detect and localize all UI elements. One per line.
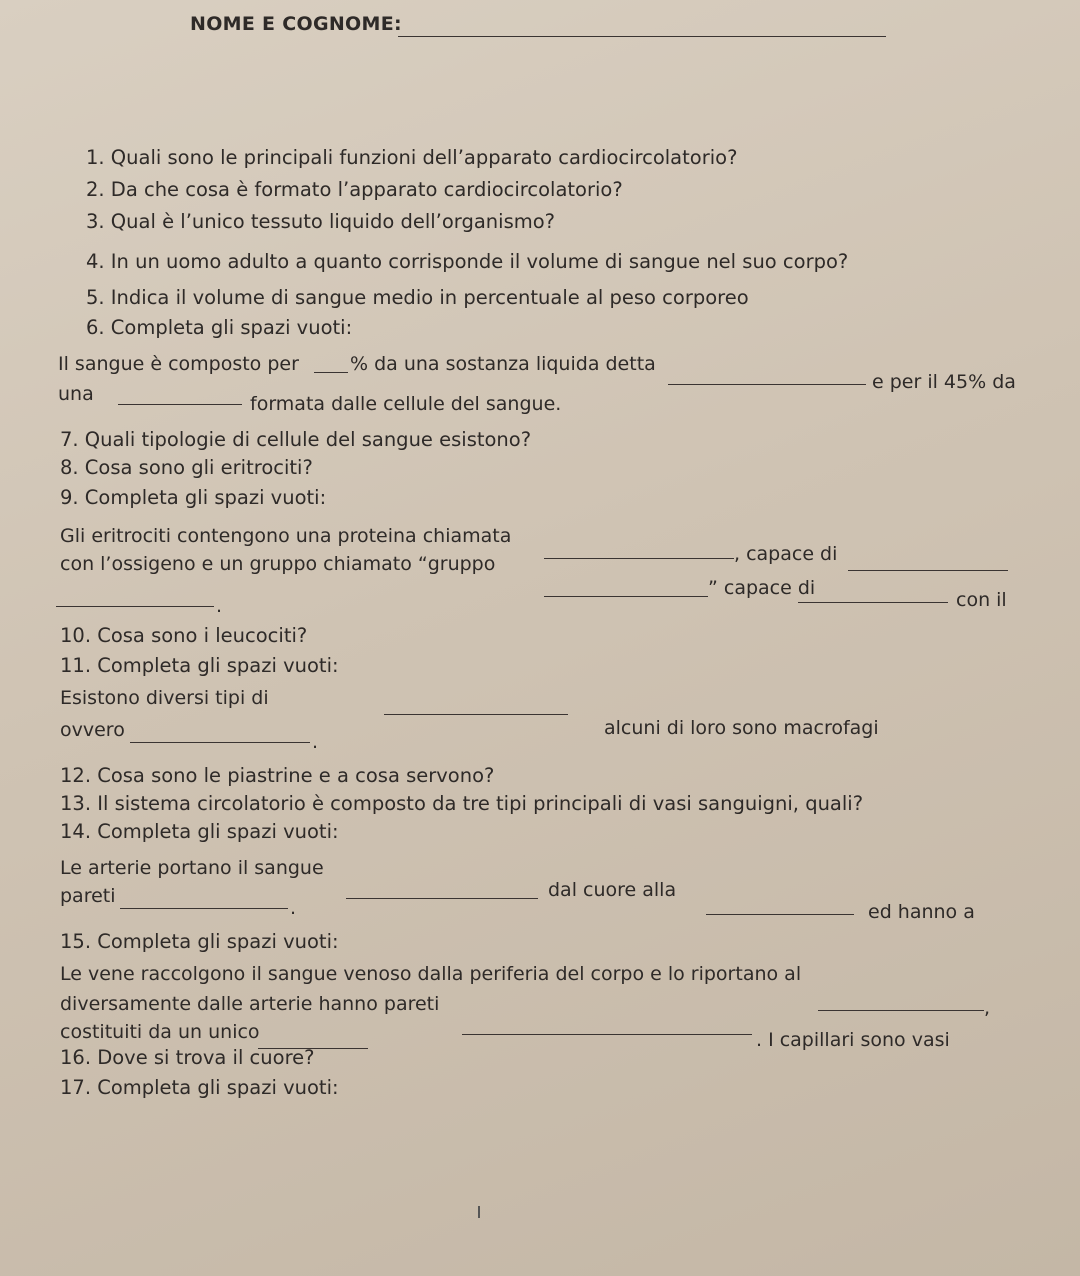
fill15-text-d: costituiti da un unico	[60, 1021, 260, 1043]
fill11-text-d: .	[312, 731, 319, 753]
fill14-blank-3[interactable]	[120, 908, 288, 909]
question-17: 17. Completa gli spazi vuoti:	[60, 1076, 339, 1099]
fill14-text-d: pareti	[60, 885, 116, 907]
question-15: 15. Completa gli spazi vuoti:	[60, 930, 339, 953]
fill15-text-a: Le vene raccolgono il sangue venoso dalla periferia del corpo e lo riportano al	[60, 963, 802, 985]
fill15-blank-1[interactable]	[818, 1010, 984, 1011]
name-label: NOME E COGNOME:	[190, 13, 402, 35]
fill14-text-b: dal cuore alla	[548, 879, 677, 901]
fill14-text-a: Le arterie portano il sangue	[60, 857, 324, 879]
question-1: 1. Quali sono le principali funzioni dell’apparato cardiocircolatorio?	[86, 146, 738, 169]
question-12: 12. Cosa sono le piastrine e a cosa servono?	[60, 764, 495, 787]
question-5: 5. Indica il volume di sangue medio in percentuale al peso corporeo	[86, 286, 749, 309]
fill11-text-c: ovvero	[60, 719, 125, 741]
fill6-blank-3[interactable]	[118, 404, 242, 405]
question-7: 7. Quali tipologie di cellule del sangue esistono?	[60, 428, 532, 451]
question-10: 10. Cosa sono i leucociti?	[60, 624, 308, 647]
fill9-text-d: ” capace di	[708, 577, 816, 599]
pencil-mark	[478, 1206, 480, 1218]
question-14: 14. Completa gli spazi vuoti:	[60, 820, 339, 843]
question-9: 9. Completa gli spazi vuoti:	[60, 486, 327, 509]
fill14-text-c: ed hanno a	[868, 901, 975, 923]
question-16: 16. Dove si trova il cuore?	[60, 1046, 315, 1069]
question-3: 3. Qual è l’unico tessuto liquido dell’organismo?	[86, 210, 556, 233]
fill9-text-c: con l’ossigeno e un gruppo chiamato “gruppo	[60, 553, 496, 575]
fill14-text-e: .	[290, 897, 297, 919]
fill6-text-b: % da una sostanza liquida detta	[350, 353, 656, 375]
fill6-blank-2[interactable]	[668, 384, 866, 385]
fill11-text-b: alcuni di loro sono macrofagi	[604, 717, 879, 739]
fill11-blank-2[interactable]	[130, 742, 310, 743]
fill6-blank-1[interactable]	[314, 372, 348, 373]
fill9-blank-5[interactable]	[56, 606, 214, 607]
fill9-text-e: con il	[956, 589, 1007, 611]
fill9-text-f: .	[216, 595, 223, 617]
question-4: 4. In un uomo adulto a quanto corrisponde il volume di sangue nel suo corpo?	[86, 250, 849, 273]
fill6-text-a: Il sangue è composto per	[58, 353, 299, 375]
fill6-text-e: formata dalle cellule del sangue.	[250, 393, 562, 415]
fill6-text-d: una	[58, 383, 94, 405]
fill15-text-e: . I capillari sono vasi	[756, 1029, 950, 1051]
fill9-blank-4[interactable]	[798, 602, 948, 603]
name-blank[interactable]	[398, 36, 886, 37]
fill9-blank-3[interactable]	[544, 596, 708, 597]
fill11-blank-1[interactable]	[384, 714, 568, 715]
fill15-text-c: diversamente dalle arterie hanno pareti	[60, 993, 440, 1015]
question-6: 6. Completa gli spazi vuoti:	[86, 316, 353, 339]
fill6-text-c: e per il 45% da	[872, 371, 1016, 393]
question-8: 8. Cosa sono gli eritrociti?	[60, 456, 313, 479]
fill9-text-a: Gli eritrociti contengono una proteina chiamata	[60, 525, 512, 547]
fill15-blank-2[interactable]	[462, 1034, 752, 1035]
fill9-blank-1[interactable]	[544, 558, 734, 559]
fill15-text-b: ,	[984, 997, 991, 1019]
question-13: 13. Il sistema circolatorio è composto da tre tipi principali di vasi sanguigni, quali?	[60, 792, 864, 815]
fill9-text-b: , capace di	[734, 543, 838, 565]
fill14-blank-1[interactable]	[346, 898, 538, 899]
fill9-blank-2[interactable]	[848, 570, 1008, 571]
question-11: 11. Completa gli spazi vuoti:	[60, 654, 339, 677]
fill14-blank-2[interactable]	[706, 914, 854, 915]
fill11-text-a: Esistono diversi tipi di	[60, 687, 269, 709]
question-2: 2. Da che cosa è formato l’apparato cardiocircolatorio?	[86, 178, 623, 201]
